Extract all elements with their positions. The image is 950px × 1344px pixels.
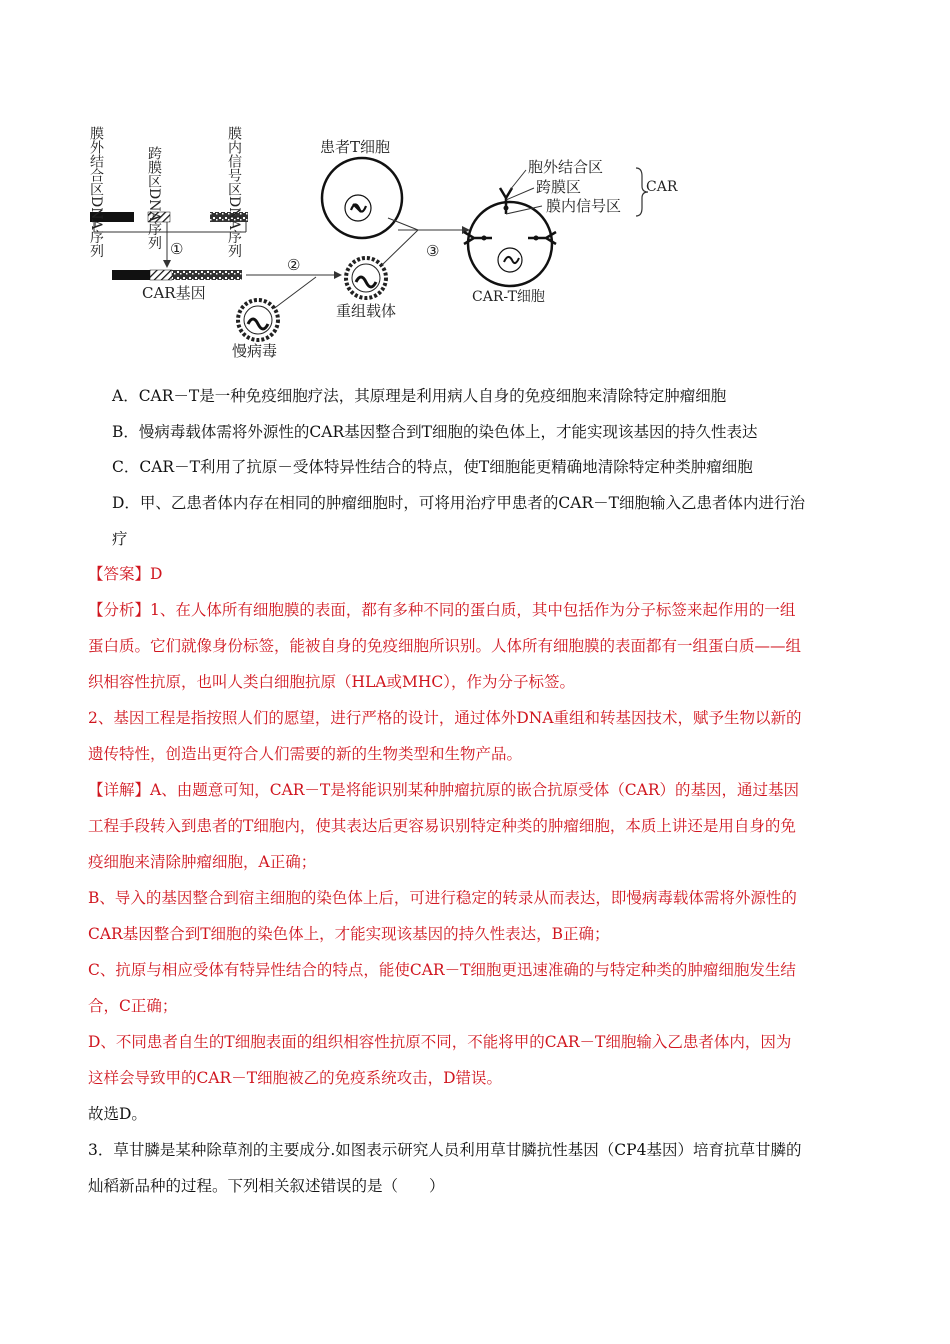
int-dna-label: 膜内信号区DNA序列	[226, 126, 242, 258]
ext-region-label: 胞外结合区	[528, 158, 604, 176]
tm-dna-label: 跨膜区DNA序列	[146, 146, 162, 250]
detail-line5: CAR基因整合到T细胞的染色体上，才能实现该基因的持久性表达，B正确；	[88, 925, 610, 943]
analysis-line5: 遗传特性，创造出更符合人们需要的新的生物类型和生物产品。	[88, 745, 523, 763]
tm-region-label: 跨膜区	[536, 178, 582, 196]
car-gene-int	[172, 270, 242, 280]
car-gene-label: CAR基因	[142, 284, 206, 302]
recombinant-vector-icon	[346, 258, 386, 298]
step2-label: ②	[287, 256, 301, 274]
step3-label: ③	[426, 242, 440, 260]
question3-line2: 灿稻新品种的过程。下列相关叙述错误的是（ ）	[88, 1177, 445, 1195]
recombinant-vector-label: 重组载体	[336, 302, 397, 320]
analysis-line4: 2、基因工程是指按照人们的愿望，进行严格的设计，通过体外DNA重组和转基因技术，赋予生物以新的	[88, 709, 802, 727]
analysis-line3: 织相容性抗原，也叫人类白细胞抗原（HLA或MHC），作为分子标签。	[88, 673, 576, 691]
detail-line1	[88, 781, 799, 800]
analysis-label: 【分析】	[88, 601, 151, 619]
option-d-line1: D．甲、乙患者体内存在相同的肿瘤细胞时，可将用治疗甲患者的CAR－T细胞输入乙患者体内进行治	[112, 494, 805, 512]
answer-label: 【答案】	[88, 565, 151, 583]
car-gene-tm	[150, 270, 172, 280]
detail-line4: B、导入的基因整合到宿主细胞的染色体上后，可进行稳定的转录从而表达，即慢病毒载体需将外源性的	[88, 889, 797, 907]
detail-text1: A、由题意可知，CAR－T是将能识别某种肿瘤抗原的嵌合抗原受体（CAR）的基因，通过基因	[150, 781, 799, 799]
option-b: B．慢病毒载体需将外源性的CAR基因整合到T细胞的染色体上，才能实现该基因的持久性表达	[112, 423, 758, 441]
analysis-text1: 1、在人体所有细胞膜的表面，都有多种不同的蛋白质，其中包括作为分子标签来起作用的一组	[150, 601, 796, 619]
question3-line1: 3．草甘膦是某种除草剂的主要成分.如图表示研究人员利用草甘膦抗性基因（CP4基因）培育抗草甘膦的	[88, 1141, 802, 1159]
detail-line6: C、抗原与相应受体有特异性结合的特点，能使CAR－T细胞更迅速准确的与特定种类的肿瘤细胞发生结	[88, 961, 796, 979]
option-c: C．CAR－T利用了抗原－受体特异性结合的特点，使T细胞能更精确地清除特定种类肿瘤细胞	[112, 458, 753, 476]
detail-label: 【详解】	[88, 781, 151, 799]
answer-line	[88, 565, 162, 584]
option-a: A．CAR－T是一种免疫细胞疗法，其原理是利用病人自身的免疫细胞来清除特定肿瘤细胞	[112, 387, 727, 405]
int-region-label: 膜内信号区	[546, 197, 622, 215]
step1-label: ①	[170, 240, 184, 258]
car-label: CAR	[646, 179, 678, 195]
car-t-diagram	[80, 120, 720, 370]
detail-line3: 疫细胞来清除肿瘤细胞，A正确；	[88, 853, 317, 871]
lentivirus-label: 慢病毒	[232, 342, 278, 360]
option-d-line2: 疗	[112, 530, 128, 548]
patient-t-cell-icon	[322, 158, 402, 238]
lentivirus-icon	[238, 300, 278, 340]
analysis-line2: 蛋白质。它们就像身份标签，能被自身的免疫细胞所识别。人体所有细胞膜的表面都有一组蛋白质——组	[88, 637, 802, 655]
detail-line7: 合，C正确；	[88, 997, 178, 1015]
detail-line9: 这样会导致甲的CAR－T细胞被乙的免疫系统攻击，D错误。	[88, 1069, 502, 1087]
detail-line8: D、不同患者自生的T细胞表面的组织相容性抗原不同，不能将甲的CAR－T细胞输入乙患者体内，因为	[88, 1033, 792, 1051]
detail-line2: 工程手段转入到患者的T细胞内，使其表达后更容易识别特定种类的肿瘤细胞，本质上讲还是用自身的免	[88, 817, 796, 835]
ext-dna-label: 膜外结合区DNA序列	[88, 126, 104, 258]
answer-value: D	[150, 565, 163, 583]
car-t-cell-label: CAR-T细胞	[472, 289, 545, 305]
car-gene-ext	[112, 270, 150, 280]
analysis-line1	[88, 601, 795, 620]
car-t-cell-icon	[464, 188, 556, 286]
patient-t-cell-label: 患者T细胞	[320, 138, 391, 156]
conclusion: 故选D。	[88, 1105, 147, 1123]
